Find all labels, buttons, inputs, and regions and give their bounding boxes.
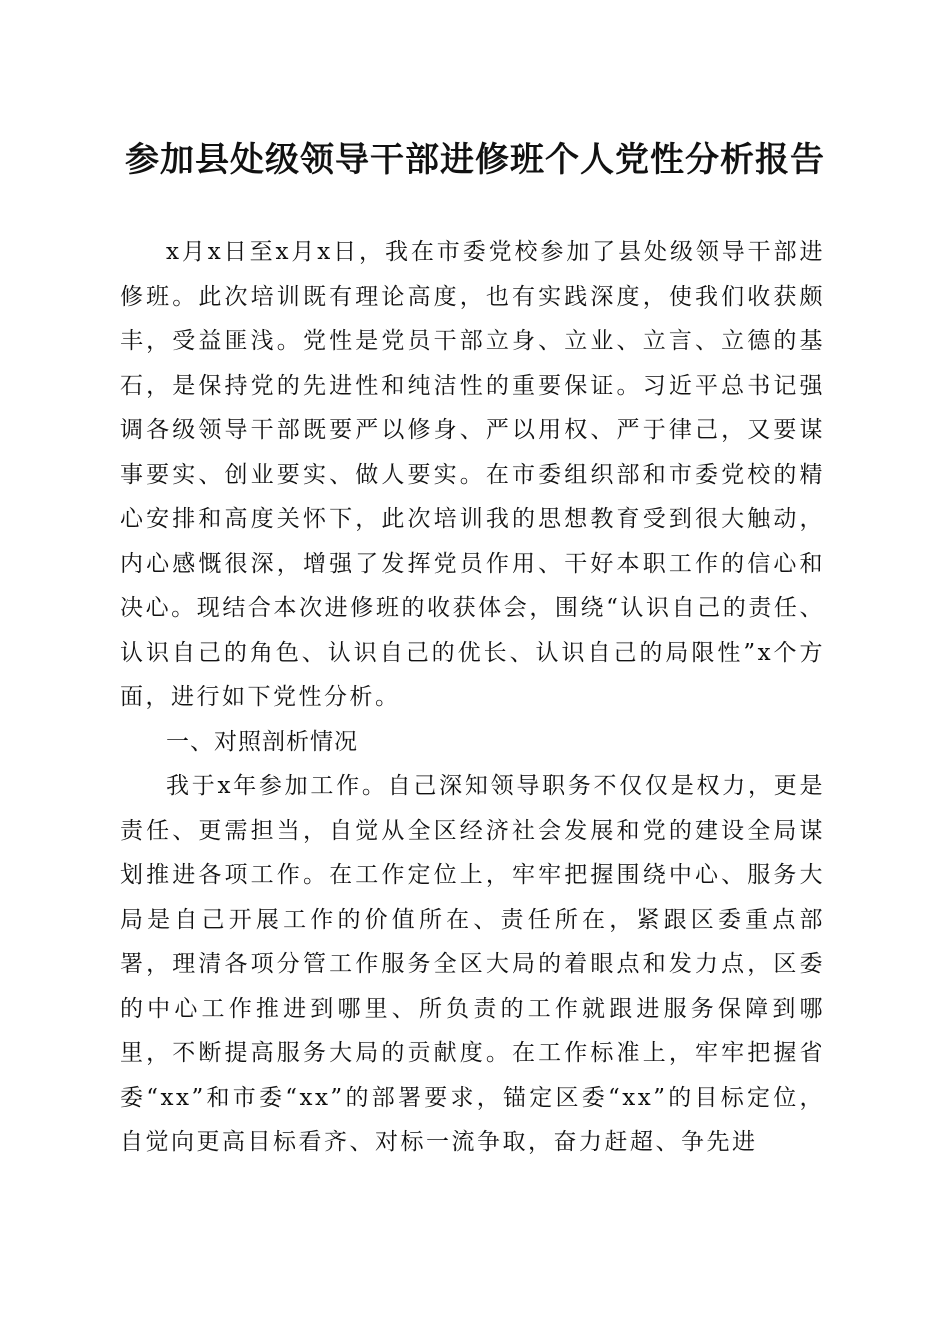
document-body [120, 230, 825, 1165]
section-heading: 一、对照剖析情况 [166, 728, 358, 755]
section-paragraph: 我于x年参加工作。自己深知领导职务不仅仅是权力，更是责任、更需担当，自觉从全区经济社会发展和党的建设全局谋划推进各项工作。在工作定位上，牢牢把握围绕中心、服务大局是自己开展工作的价值所在、责任所在，紧跟区委重点部署，理清各项分管工作服务全区大局的着眼点和发力点，区委的中心工作推进到哪里、所负责的工作就跟进服务保障到哪里，不断提高服务大局的贡献度。在工作标准上，牢牢把握省委“xx”和市委“xx”的部署要求，锚定区委“xx”的目标定位，自觉向更高目标看齐、对标一流争取，奋力赶超、争先进 [120, 773, 825, 1155]
document-title: 参加县处级领导干部进修班个人党性分析报告 [125, 140, 825, 180]
intro-paragraph: x月x日至x月x日，我在市委党校参加了县处级领导干部进修班。此次培训既有理论高度，也有实践深度，使我们收获颇丰，受益匪浅。党性是党员干部立身、立业、立言、立德的基石，是保持党的先进性和纯洁性的重要保证。习近平总书记强调各级领导干部既要严以修身、严以用权、严于律己，又要谋事要实、创业要实、做人要实。在市委组织部和市委党校的精心安排和高度关怀下，此次培训我的思想教育受到很大触动，内心感慨很深，增强了发挥党员作用、干好本职工作的信心和决心。现结合本次进修班的收获体会，围绕“认识自己的责任、认识自己的角色、认识自己的优长、认识自己的局限性”x个方面，进行如下党性分析。 [120, 239, 825, 710]
